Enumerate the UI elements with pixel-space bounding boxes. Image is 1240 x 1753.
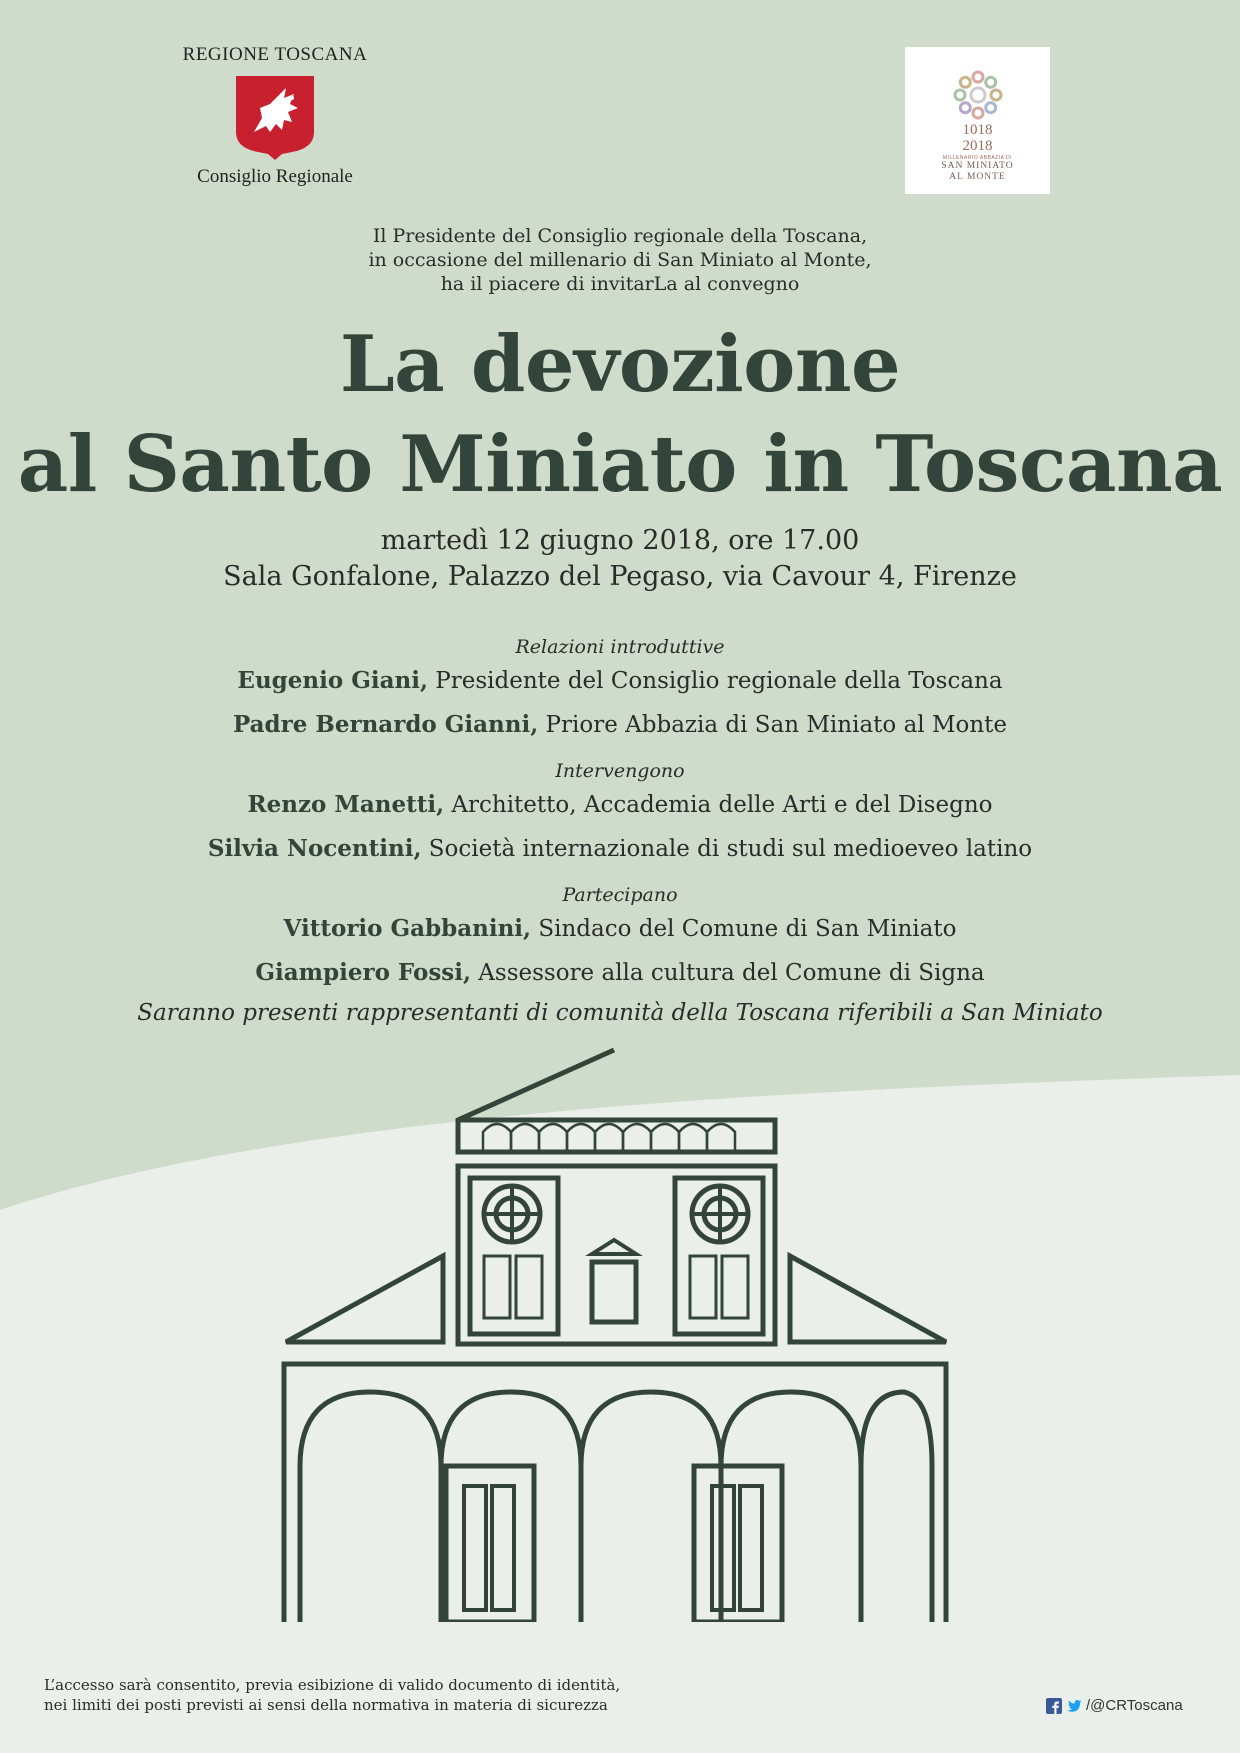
council-name: Consiglio Regionale	[197, 166, 353, 187]
millenario-logo	[905, 47, 1050, 194]
speaker-name: Giampiero Fossi,	[255, 959, 471, 986]
speaker	[0, 703, 1240, 747]
pegasus-shield-icon	[232, 74, 318, 160]
speaker-role: Presidente del Consiglio regionale della Toscana	[435, 668, 1003, 694]
speaker-role: Assessore alla cultura del Comune di Signa	[478, 960, 985, 986]
section-label: Relazioni introduttive	[515, 636, 725, 658]
rosette-icon	[952, 69, 1004, 121]
intro-line: Il Presidente del Consiglio regionale della Toscana,	[372, 225, 868, 247]
speaker-role: Architetto, Accademia delle Arti e del Disegno	[451, 792, 993, 818]
notice-line: L’accesso sarà consentito, previa esibizione di valido documento di identità,	[44, 1676, 621, 1694]
speaker-name: Renzo Manetti,	[247, 791, 445, 818]
access-notice	[44, 1675, 620, 1715]
program	[0, 635, 1240, 1031]
millennium-small-text: MILLENARIO ABBAZIA DI	[942, 155, 1013, 161]
speaker	[0, 783, 1240, 827]
invitation-intro	[0, 224, 1240, 296]
speaker-role: Sindaco del Comune di San Miniato	[538, 916, 957, 942]
millennium-year-start: 1018	[962, 122, 993, 138]
speaker	[0, 907, 1240, 951]
speaker-role: Società internazionale di studi sul medioeveo latino	[428, 836, 1033, 862]
title-line: al Santo Miniato in Toscana	[17, 419, 1223, 510]
millennium-place-line2: AL MONTE	[949, 172, 1006, 182]
millennium-year-end: 2018	[962, 138, 993, 154]
section-label: Partecipano	[562, 884, 678, 906]
speaker-name: Padre Bernardo Gianni,	[232, 711, 539, 738]
speaker	[0, 827, 1240, 871]
social-links[interactable]	[1046, 1697, 1183, 1714]
region-name: REGIONE TOSCANA	[182, 44, 368, 65]
intro-line: ha il piacere di invitarLa al convegno	[440, 273, 800, 295]
twitter-icon[interactable]	[1066, 1698, 1082, 1714]
social-handle[interactable]: /@CRToscana	[1086, 1697, 1183, 1714]
speaker	[0, 951, 1240, 995]
regione-toscana-logo	[180, 44, 370, 188]
speaker-name: Vittorio Gabbanini,	[283, 915, 532, 942]
speaker-name: Silvia Nocentini,	[207, 835, 422, 862]
closing-note: Saranno presenti rappresentanti di comunità della Toscana riferibili a San Miniato	[137, 1000, 1103, 1026]
event-details	[0, 523, 1240, 595]
facebook-icon[interactable]	[1046, 1698, 1062, 1714]
millennium-place-line1: SAN MINIATO	[941, 161, 1014, 171]
notice-line: nei limiti dei posti previsti ai sensi della normativa in materia di sicurezza	[44, 1696, 608, 1714]
event-title	[0, 315, 1240, 515]
speaker-name: Eugenio Giani,	[237, 667, 428, 694]
event-date-time: martedì 12 giugno 2018, ore 17.00	[380, 525, 860, 556]
intro-line: in occasione del millenario di San Miniato al Monte,	[368, 249, 872, 271]
speaker-role: Priore Abbazia di San Miniato al Monte	[545, 712, 1008, 738]
basilica-facade-illustration	[278, 1046, 950, 1622]
section-label: Intervengono	[555, 760, 685, 782]
title-line: La devozione	[339, 319, 901, 410]
speaker	[0, 659, 1240, 703]
event-venue: Sala Gonfalone, Palazzo del Pegaso, via Cavour 4, Firenze	[223, 561, 1017, 592]
